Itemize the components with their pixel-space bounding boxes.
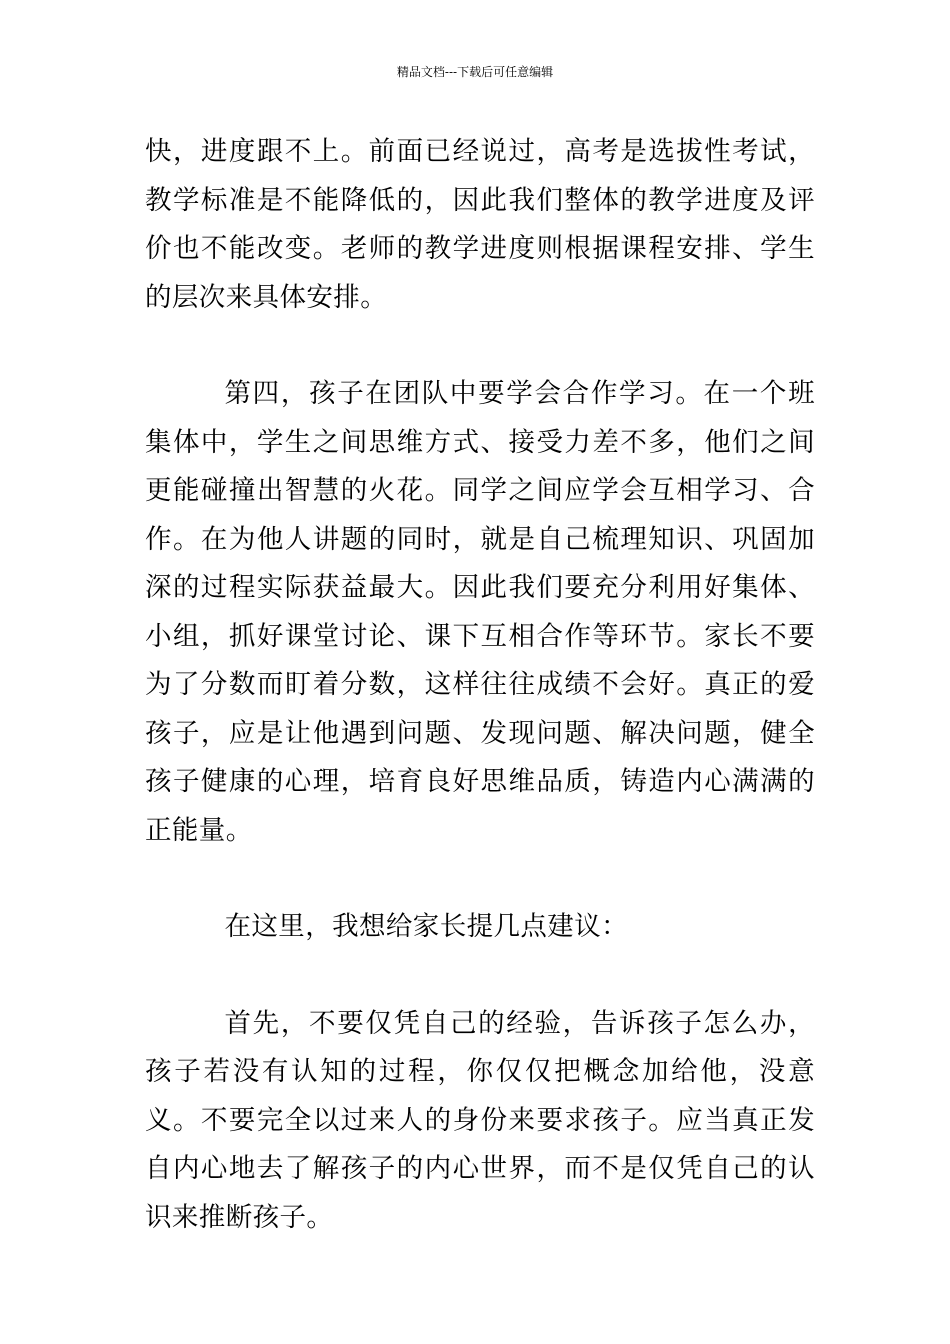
paragraph-point-four: 第四，孩子在团队中要学会合作学习。在一个班集体中，学生之间思维方式、接受力差不多，他们之间更能碰撞出智慧的火花。同学之间应学会互相学习、合作。在为他人讲题的同时，就是自己梳理知识、巩固加深的过程实际获益最大。因此我们要充分利用好集体、小组，抓好课堂讨论、课下互相合作等环节。家长不要为了分数而盯着分数，这样往往成绩不会好。真正的爱孩子，应是让他遇到问题、发现问题、解决问题，健全孩子健康的心理，培育良好思维品质，铸造内心满满的正能量。 xyxy=(145,378,815,846)
page-header: 精品文档---下载后可任意编辑 xyxy=(396,65,554,79)
paragraph-suggestions-intro: 在这里，我想给家长提几点建议： xyxy=(224,911,628,942)
paragraph-continued: 快，进度跟不上。前面已经说过，高考是选拔性考试，教学标准是不能降低的，因此我们整体的教学进度及评价也不能改变。老师的教学进度则根据课程安排、学生的层次来具体安排。 xyxy=(145,136,815,313)
document-body xyxy=(145,128,815,1242)
paragraph-first-suggestion: 首先，不要仅凭自己的经验，告诉孩子怎么办，孩子若没有认知的过程，你仅仅把概念加给他，没意义。不要完全以过来人的身份来要求孩子。应当真正发自内心地去了解孩子的内心世界，而不是仅凭自己的认识来推断孩子。 xyxy=(145,1007,815,1233)
